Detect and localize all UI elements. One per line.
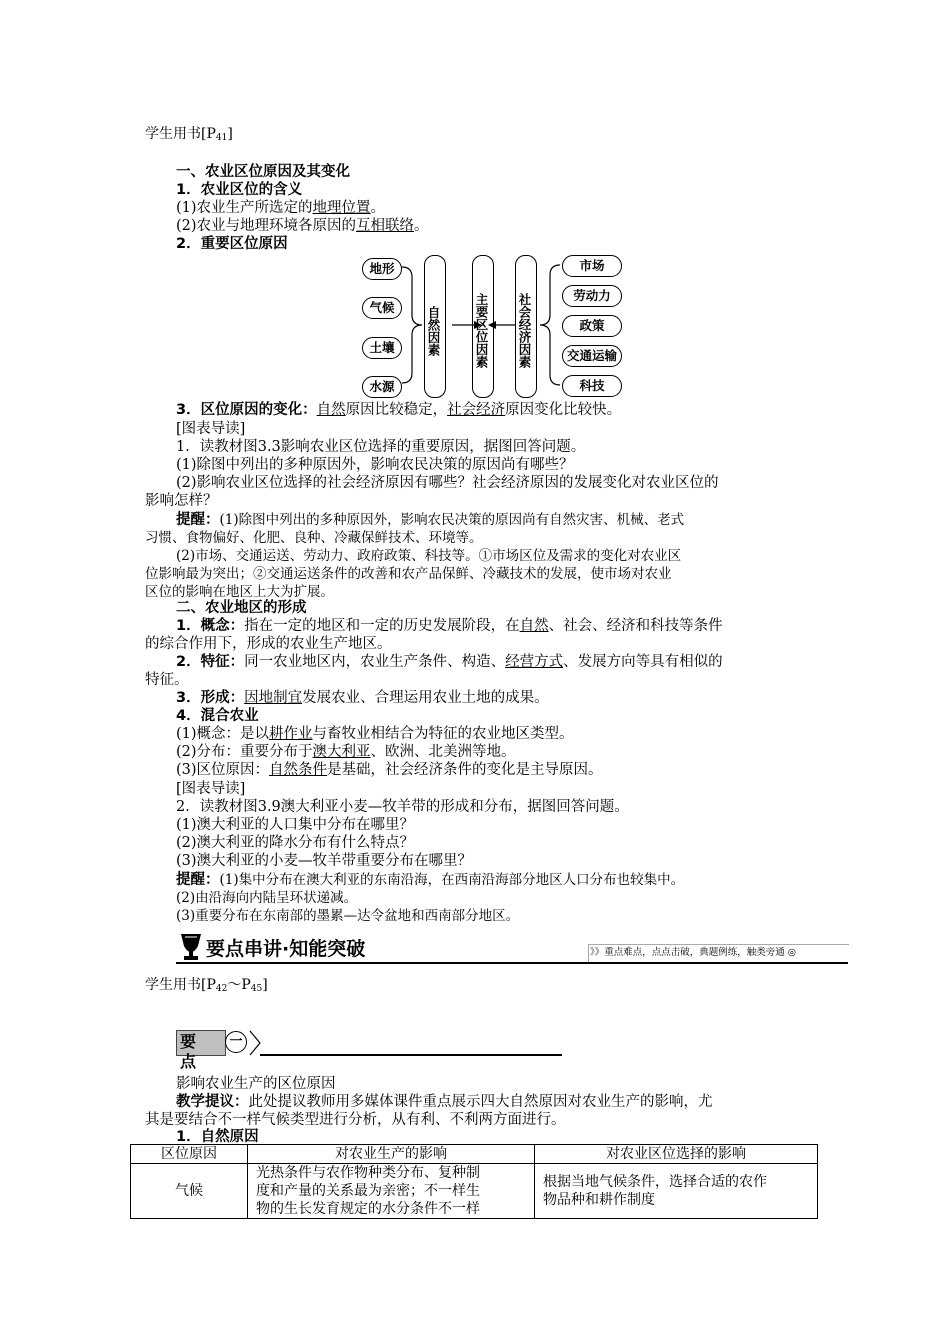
- diagram-node: 科技: [562, 375, 622, 397]
- trophy-icon: [178, 932, 204, 962]
- text-line: 1．概念：指在一定的地区和一定的历史发展阶段，在自然、社会、经济和科技等条件: [176, 618, 723, 634]
- question: (1)澳大利亚的人口集中分布在哪里？: [176, 817, 415, 833]
- text-line: (2)分布：重要分布于澳大利亚、欧洲、北美洲等地。: [176, 744, 516, 760]
- text-line: 的综合作用下，形成的农业生产地区。: [145, 636, 392, 652]
- banner-subtitle: 》》重点难点，点点击破，典题例练，触类旁通 ◎: [590, 947, 797, 958]
- tip-line: 习惯、食物偏好、化肥、良种、冷藏保鲜技术、环境等。: [145, 530, 483, 546]
- text-line: (2)农业与地理环境各原因的互相联络。: [176, 218, 429, 234]
- text-line: 2．特征：同一农业地区内，农业生产条件、构造、经营方式、发展方向等具有相似的: [176, 654, 723, 670]
- text-line: (1)概念：是以耕作业与畜牧业相结合为特征的农业地区类型。: [176, 726, 574, 742]
- tip-line: (3)重要分布在东南部的墨累—达令盆地和西南部分地区。: [176, 908, 520, 924]
- table-cell: 根据当地气候条件，选择合适的农作 物品种和耕作制度: [535, 1164, 818, 1219]
- question: 1．读教材图3.3影响农业区位选择的重要原因，据图回答问题。: [176, 439, 586, 455]
- guide-tag: [图表导读]: [176, 781, 246, 797]
- question: (2)影响农业区位选择的社会经济原因有哪些？社会经济原因的发展变化对农业区位的: [176, 475, 719, 491]
- guide-tag: [图表导读]: [176, 421, 246, 437]
- subheading: 1．自然原因: [176, 1129, 259, 1145]
- question: (3)澳大利亚的小麦—牧羊带重要分布在哪里？: [176, 853, 473, 869]
- table-header: 对农业区位选择的影响: [535, 1145, 818, 1164]
- part-heading: 影响农业生产的区位原因: [176, 1076, 336, 1092]
- section-title: 二、农业地区的形成: [176, 600, 307, 616]
- text-line: (1)农业生产所选定的地理位置。: [176, 200, 386, 216]
- table-cell: 气候: [131, 1164, 248, 1219]
- question: (2)澳大利亚的降水分布有什么特点？: [176, 835, 415, 851]
- question: 影响怎样？: [145, 493, 218, 509]
- diagram-node: 气候: [362, 297, 402, 319]
- table-header: 对农业生产的影响: [248, 1145, 535, 1164]
- text-line: 3．形成：因地制宜发展农业、合理运用农业土地的成果。: [176, 690, 549, 706]
- main-factors-box: 主要区位因素: [472, 255, 494, 398]
- banner-rule: [176, 962, 848, 964]
- question: 2．读教材图3.9澳大利亚小麦—牧羊带的形成和分布，据图回答问题。: [176, 799, 629, 815]
- teaching-tip: 教学提议：此处提议教师用多媒体课件重点展示四大自然原因对农业生产的影响，尤: [176, 1094, 713, 1110]
- text-line: 3．区位原因的变化：自然原因比较稳定，社会经济原因变化比较快。: [176, 402, 622, 418]
- natural-factors-box: 自然因素: [424, 255, 446, 398]
- subheading: 1．农业区位的含义: [176, 182, 303, 198]
- social-factors-box: 社会经济因素: [515, 255, 537, 398]
- page-reference: 学生用书$[P_{41}]$: [145, 126, 233, 143]
- tip-line: 提醒：(1)除图中列出的多种原因外，影响农民决策的原因尚有自然灾害、机械、老式: [176, 512, 685, 528]
- subheading: 4．混合农业: [176, 708, 259, 724]
- question: (1)除图中列出的多种原因外，影响农民决策的原因尚有哪些？: [176, 457, 574, 473]
- tip-line: 位影响最为突出；②交通运送条件的改善和农产品保鲜、冷藏技术的发展，使市场对农业: [145, 566, 672, 582]
- tip-line: (2)由沿海向内陆呈环状递减。: [176, 890, 358, 906]
- tip-line: 区位的影响在地区上大为扩展。: [145, 584, 334, 600]
- banner-title: 要点串讲·知能突破: [206, 938, 366, 960]
- banner-frame: [588, 944, 849, 962]
- teaching-tip: 其是要结合不一样气候类型进行分析，从有利、不利两方面进行。: [145, 1112, 566, 1128]
- text-line: 特征。: [145, 672, 189, 688]
- page-reference: 学生用书$[P_{42}\sim P_{45}]$: [145, 977, 268, 994]
- diagram-node: 交通运输: [562, 345, 622, 367]
- diagram-node: 地形: [362, 258, 402, 280]
- table-row: [131, 1164, 818, 1219]
- diagram-node: 劳动力: [562, 285, 622, 307]
- diagram-node: 土壤: [362, 337, 402, 359]
- diagram-node: 水源: [362, 376, 402, 398]
- diagram-node: 市场: [562, 255, 622, 277]
- text-line: (3)区位原因：自然条件是基础，社会经济条件的变化是主导原因。: [176, 762, 603, 778]
- table-header-row: [131, 1145, 818, 1164]
- table-header: 区位原因: [131, 1145, 248, 1164]
- subheading: 2．重要区位原因: [176, 236, 288, 252]
- factor-table: [130, 1144, 818, 1219]
- tip-line: (2)市场、交通运送、劳动力、政府政策、科技等。①市场区位及需求的变化对农业区: [176, 548, 682, 564]
- diagram-node: 政策: [562, 315, 622, 337]
- table-cell: 光热条件与农作物种类分布、复种制 度和产量的关系最为亲密；不一样生 物的生长发育规定的水分条件不一样: [248, 1164, 535, 1219]
- section-title: 一、农业区位原因及其变化: [176, 164, 350, 180]
- tip-line: 提醒：(1)集中分布在澳大利亚的东南沿海，在西南沿海部分地区人口分布也较集中。: [176, 872, 685, 888]
